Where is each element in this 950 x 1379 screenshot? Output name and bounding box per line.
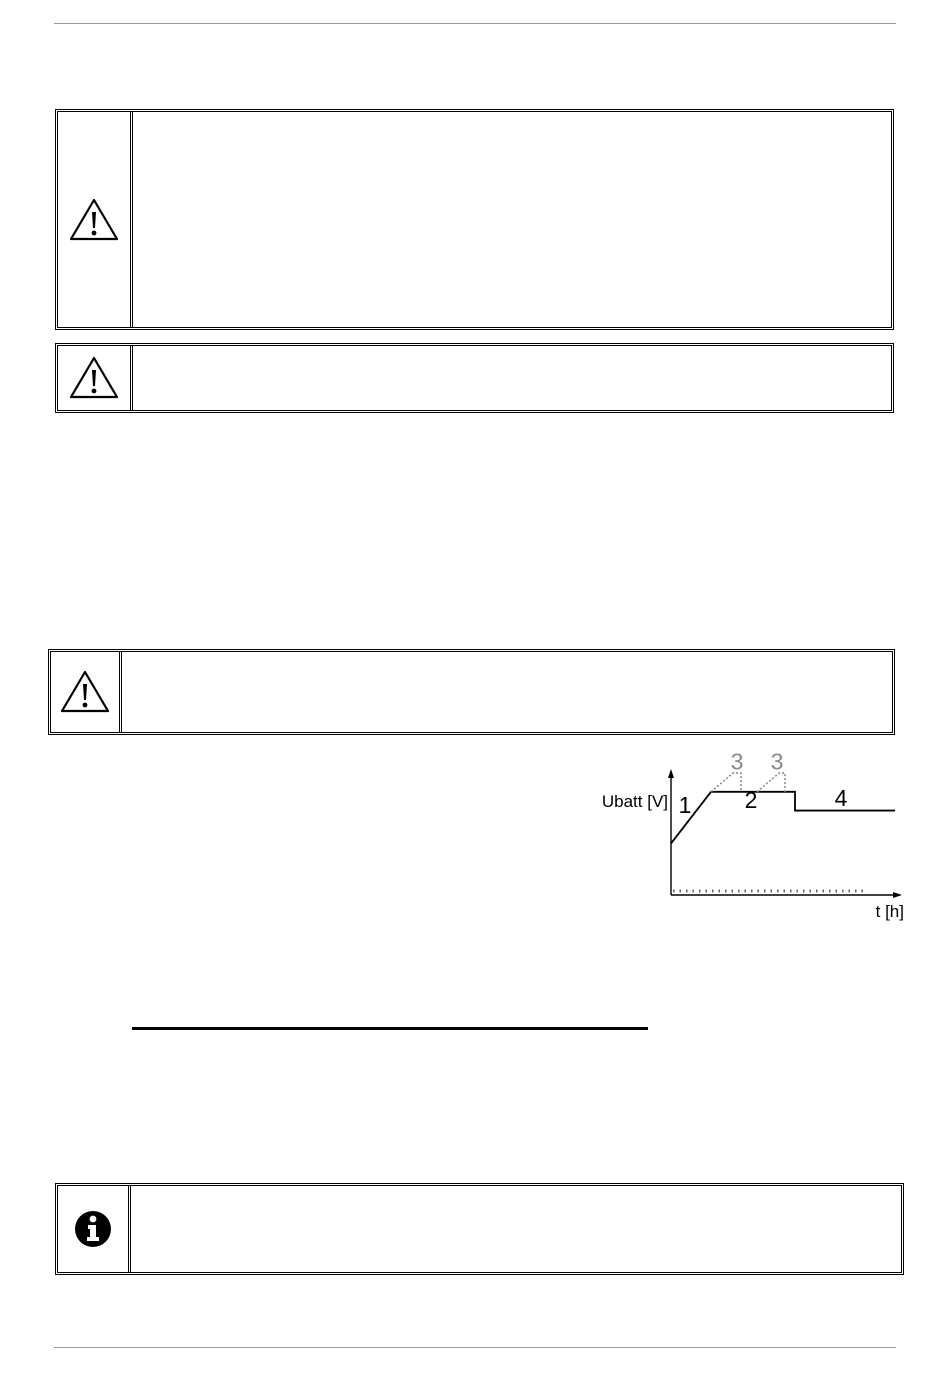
heading-underline <box>132 1027 648 1030</box>
info-box <box>55 1183 904 1275</box>
info-text-cell <box>131 1186 901 1272</box>
footer-rule <box>54 1347 896 1348</box>
y-axis-label: Ubatt [V] <box>601 792 668 811</box>
series-line-pulse-2 <box>757 773 785 792</box>
y-axis-arrow <box>668 769 674 778</box>
warning-box-2 <box>55 343 894 413</box>
warning-text-cell <box>122 652 892 732</box>
warning-triangle-icon <box>68 355 120 401</box>
warning-icon-cell <box>58 112 133 327</box>
x-axis-label: t [h] <box>875 902 904 921</box>
series-line-pulse-1 <box>711 773 741 792</box>
charging-curve-chart <box>580 745 910 930</box>
info-circle-icon <box>73 1209 113 1249</box>
warning-triangle-icon <box>59 669 111 715</box>
warning-triangle-icon <box>68 197 120 243</box>
phase-label-3: 3 <box>730 748 744 775</box>
info-icon-cell <box>58 1186 131 1272</box>
warning-box-1 <box>55 109 894 330</box>
phase-label-1: 1 <box>678 791 692 818</box>
header-rule <box>54 23 896 24</box>
phase-label-5: 4 <box>834 784 848 811</box>
warning-box-3 <box>48 649 895 735</box>
x-axis-arrow <box>893 892 902 898</box>
warning-icon-cell <box>58 346 133 410</box>
warning-text-cell <box>133 346 891 410</box>
series-line-voltage <box>671 792 895 844</box>
phase-label-2: 2 <box>744 787 758 814</box>
warning-text-cell <box>133 112 891 327</box>
phase-label-4: 3 <box>770 748 784 775</box>
warning-icon-cell <box>51 652 122 732</box>
